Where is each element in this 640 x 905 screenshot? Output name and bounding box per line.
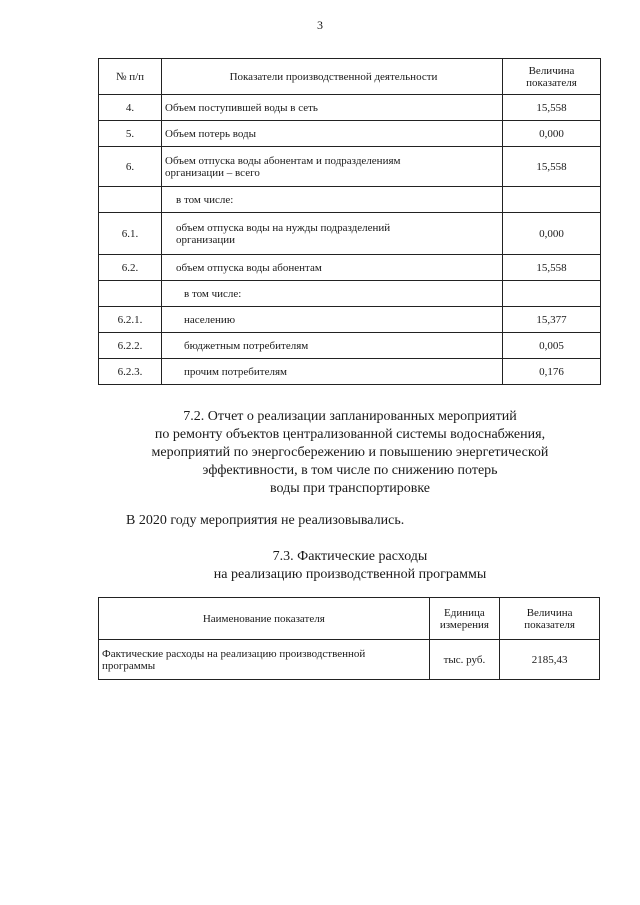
paragraph-2020: В 2020 году мероприятия не реализовывались. — [126, 513, 405, 528]
section-7-2-heading — [0, 408, 640, 498]
table-header-row — [99, 59, 601, 95]
production-indicators-table — [98, 58, 601, 385]
table-row — [99, 640, 600, 680]
section-7-2-line: по ремонту объектов централизованной системы водоснабжения, — [154, 427, 546, 442]
row-name: в том числе: — [162, 187, 503, 213]
table-row — [99, 255, 601, 281]
table-row — [99, 147, 601, 187]
row-num: 6. — [99, 147, 162, 187]
header-value: Величина показателя — [503, 59, 601, 95]
row-value: 0,005 — [503, 333, 601, 359]
row-value: 2185,43 — [500, 640, 600, 680]
table-row — [99, 333, 601, 359]
row-name: Фактические расходы на реализацию производственной программы — [99, 640, 430, 680]
header-indicator-name: Наименование показателя — [99, 598, 430, 640]
row-num — [99, 281, 162, 307]
section-7-3-line: 7.3. Фактические расходы — [272, 549, 428, 564]
table-row — [99, 121, 601, 147]
row-value: 15,558 — [503, 147, 601, 187]
header-value: Величина показателя — [500, 598, 600, 640]
row-num: 4. — [99, 95, 162, 121]
section-7-2-line: мероприятий по энергосбережению и повышению энергетической — [151, 445, 549, 460]
row-num: 6.1. — [99, 213, 162, 255]
row-unit: тыс. руб. — [429, 640, 500, 680]
row-num — [99, 187, 162, 213]
header-indicators: Показатели производственной деятельности — [162, 59, 503, 95]
table-row — [99, 281, 601, 307]
row-value: 15,558 — [503, 255, 601, 281]
table-header-row — [99, 598, 600, 640]
table-row — [99, 359, 601, 385]
row-value: 0,176 — [503, 359, 601, 385]
row-name: Объем потерь воды — [162, 121, 503, 147]
table-row — [99, 213, 601, 255]
row-name: Объем поступившей воды в сеть — [162, 95, 503, 121]
header-num: № п/п — [99, 59, 162, 95]
row-value — [503, 281, 601, 307]
section-7-2-line: эффективности, в том числе по снижению потерь — [202, 463, 498, 478]
section-7-3-heading — [0, 548, 640, 584]
row-name: бюджетным потребителям — [162, 333, 503, 359]
row-name: прочим потребителям — [162, 359, 503, 385]
row-name: объем отпуска воды абонентам — [162, 255, 503, 281]
row-value: 15,558 — [503, 95, 601, 121]
row-value: 0,000 — [503, 121, 601, 147]
row-value — [503, 187, 601, 213]
section-7-2-line: 7.2. Отчет о реализации запланированных мероприятий — [183, 409, 517, 424]
row-name: Объем отпуска воды абонентам и подразделениям организации – всего — [162, 147, 503, 187]
table-row — [99, 307, 601, 333]
table-row — [99, 187, 601, 213]
row-name: в том числе: — [162, 281, 503, 307]
actual-expenses-table — [98, 597, 600, 680]
row-name: населению — [162, 307, 503, 333]
row-num: 5. — [99, 121, 162, 147]
table-row — [99, 95, 601, 121]
row-num: 6.2. — [99, 255, 162, 281]
row-name: объем отпуска воды на нужды подразделений организации — [162, 213, 503, 255]
row-num: 6.2.2. — [99, 333, 162, 359]
row-num: 6.2.1. — [99, 307, 162, 333]
header-unit: Единица измерения — [429, 598, 500, 640]
row-value: 0,000 — [503, 213, 601, 255]
row-value: 15,377 — [503, 307, 601, 333]
section-7-2-line: воды при транспортировке — [269, 481, 431, 496]
row-num: 6.2.3. — [99, 359, 162, 385]
page-number: 3 — [317, 18, 323, 32]
section-7-3-line: на реализацию производственной программы — [213, 567, 487, 582]
